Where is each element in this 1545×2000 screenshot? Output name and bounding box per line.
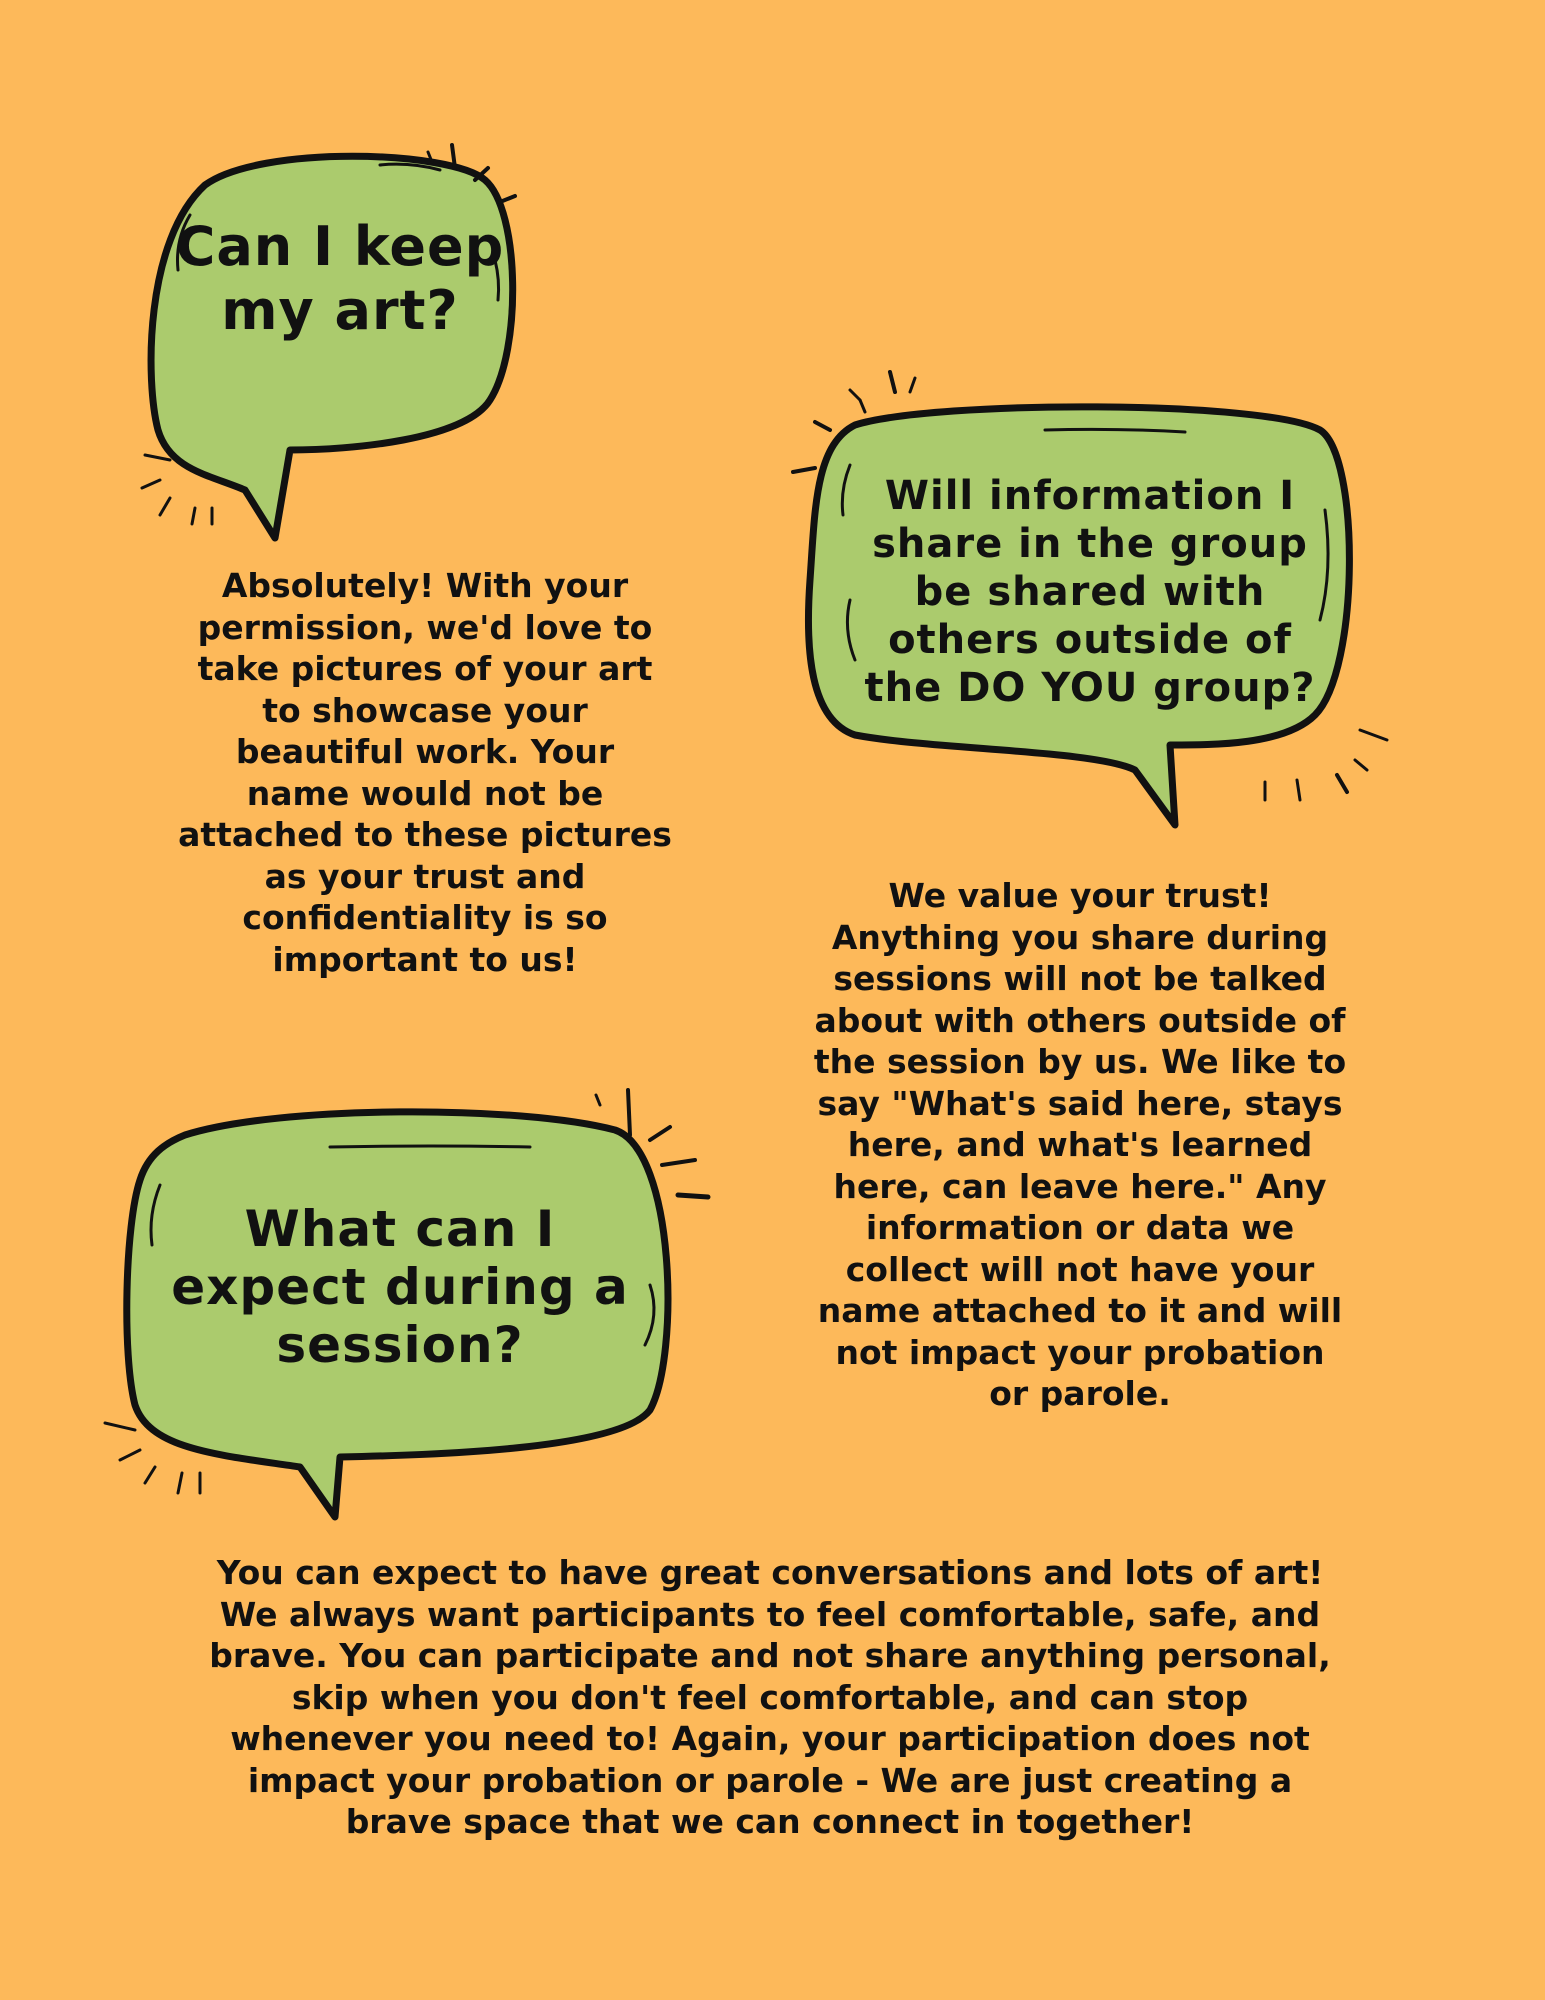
question-session: What can I expect during a session? <box>171 1200 629 1374</box>
answer-keep-art: Absolutely! With your permission, we'd love to take pictures of your art to showcase your beautiful work. Your name would not be attached to these pictures as your trust and confidentiality is so important to us! <box>178 566 672 979</box>
speech-bubble-keep-art <box>150 150 530 550</box>
speech-bubble-information-shared <box>815 400 1365 830</box>
answer-information-shared: We value your trust! Anything you share during sessions will not be talked about with others outside of the session by us. We like to say "What's said here, stays here, and what's learned here, can leave here." Any information or data we collect will not have your name attached to it and will not impact your probation or parole. <box>813 876 1347 1413</box>
question-keep-art: Can I keep my art? <box>175 215 505 342</box>
speech-bubble-session <box>130 1105 700 1525</box>
question-information-shared: Will information I share in the group be shared with others outside of the DO YOU group? <box>864 473 1316 711</box>
answer-session: You can expect to have great conversations and lots of art! We always want participants to feel comfortable, safe, and brave. You can participate and not share anything personal, skip when you don't feel comfortable, and can stop whenever you need to! Again, your participation does not impact your probation or parole - We are just creating a brave space that we can connect in together! <box>209 1553 1331 1841</box>
speech-bubble-icon <box>150 150 530 550</box>
